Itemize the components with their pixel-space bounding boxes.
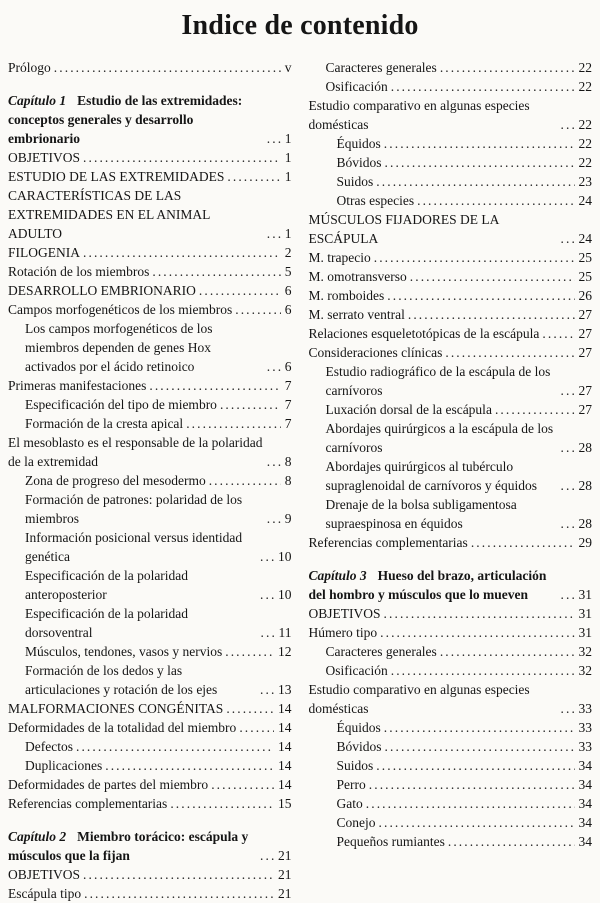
dot-leader — [440, 642, 575, 661]
toc-entry-label — [8, 91, 264, 148]
toc-entry — [8, 528, 292, 566]
chapter-title: Hueso del brazo, articulación del hombro y músculos que lo mueven — [308, 568, 547, 602]
page-number: 2 — [284, 245, 292, 260]
toc-entry-label: Luxación dorsal de la escápula — [325, 402, 492, 417]
page-number: 14 — [278, 720, 292, 735]
toc-entry-label: Formación de la cresta apical — [25, 416, 184, 431]
toc-entry — [8, 376, 292, 395]
page-number: 26 — [578, 288, 592, 303]
toc-right-column — [309, 58, 593, 851]
page-number: 24 — [578, 193, 592, 208]
dot-leader — [440, 58, 575, 77]
page-number: 7 — [284, 378, 292, 393]
toc-entry — [309, 737, 593, 756]
toc-entry-label: Caracteres generales — [325, 644, 437, 659]
page-number: 33 — [578, 739, 592, 754]
page-number: 33 — [578, 701, 592, 716]
toc-chapter-entry — [8, 827, 292, 865]
toc-entry — [309, 267, 593, 286]
dot-leader — [380, 623, 574, 642]
dot-leader — [379, 813, 575, 832]
toc-entry — [8, 148, 292, 167]
toc-entry — [309, 756, 593, 775]
toc-entry — [8, 243, 292, 262]
toc-entry — [309, 604, 593, 623]
toc-entry — [8, 414, 292, 433]
dot-leader — [391, 77, 575, 96]
dot-leader — [561, 115, 575, 134]
page-number: 34 — [578, 834, 592, 849]
toc-entry — [8, 319, 292, 376]
dot-leader — [260, 680, 274, 699]
dot-leader — [385, 737, 575, 756]
page-number: 22 — [578, 155, 592, 170]
toc-chapter-entry — [8, 91, 292, 148]
dot-leader — [227, 167, 280, 186]
toc-entry — [309, 286, 593, 305]
dot-leader — [408, 305, 575, 324]
dot-leader — [211, 775, 274, 794]
toc-entry — [309, 362, 593, 400]
toc-entry — [8, 756, 292, 775]
toc-columns — [8, 58, 592, 903]
dot-leader — [385, 153, 575, 172]
dot-leader — [384, 134, 575, 153]
toc-entry — [309, 832, 593, 851]
dot-leader — [376, 756, 574, 775]
toc-entry-label: Estudio comparativo en algunas especies domésticas — [308, 98, 530, 132]
page-number: 21 — [278, 886, 292, 901]
toc-entry-label: M. trapecio — [308, 250, 371, 265]
toc-entry-label: Conejo — [336, 815, 376, 830]
toc-entry — [309, 813, 593, 832]
toc-entry-label: Suidos — [336, 174, 374, 189]
page-number: 10 — [278, 587, 292, 602]
toc-entry — [309, 191, 593, 210]
page-number: 22 — [578, 79, 592, 94]
page-number: 24 — [578, 231, 592, 246]
toc-entry — [8, 661, 292, 699]
toc-entry — [8, 566, 292, 604]
toc-entry-label: MÚSCULOS FIJADORES DE LA ESCÁPULA — [308, 212, 499, 246]
dot-leader — [267, 357, 281, 376]
dot-leader — [83, 243, 281, 262]
dot-leader — [239, 718, 274, 737]
page-number: 25 — [578, 269, 592, 284]
dot-leader — [374, 248, 575, 267]
page-number: 1 — [284, 226, 292, 241]
toc-entry-label: Équidos — [336, 720, 381, 735]
dot-leader — [387, 286, 574, 305]
dot-leader — [220, 395, 281, 414]
toc-entry-label: Estudio comparativo en algunas especies domésticas — [308, 682, 530, 716]
toc-entry-label: Bóvidos — [336, 155, 382, 170]
chapter-title: Miembro torácico: escápula y músculos que la fijan — [8, 829, 249, 863]
toc-entry — [8, 300, 292, 319]
page-number: 22 — [578, 60, 592, 75]
page-number: 14 — [278, 758, 292, 773]
toc-entry — [8, 471, 292, 490]
toc-entry — [309, 623, 593, 642]
toc-entry-label: Abordajes quirúrgicos a la escápula de los carnívoros — [325, 421, 554, 455]
toc-entry-label: Escápula tipo — [8, 886, 82, 901]
toc-entry-label: Deformidades de la totalidad del miembro — [8, 720, 237, 735]
page-number: 27 — [578, 383, 592, 398]
toc-entry-label: Bóvidos — [336, 739, 382, 754]
dot-leader — [199, 281, 281, 300]
dot-leader — [149, 376, 280, 395]
toc-entry-label: Osificación — [325, 663, 388, 678]
toc-entry — [309, 718, 593, 737]
dot-leader — [83, 865, 274, 884]
dot-leader — [495, 400, 575, 419]
page-number: 28 — [578, 516, 592, 531]
toc-entry-label: M. omotransverso — [308, 269, 407, 284]
page-number: 8 — [284, 454, 292, 469]
dot-leader — [410, 267, 575, 286]
page-title: Indice de contenido — [181, 10, 419, 41]
toc-entry — [309, 134, 593, 153]
dot-leader — [561, 476, 575, 495]
toc-entry — [309, 210, 593, 248]
toc-entry-label: M. serrato ventral — [308, 307, 405, 322]
toc-entry — [8, 604, 292, 642]
page-number: 34 — [578, 796, 592, 811]
toc-entry-label: Húmero tipo — [308, 625, 378, 640]
page-number: 33 — [578, 720, 592, 735]
dot-leader — [384, 718, 575, 737]
toc-entry — [309, 172, 593, 191]
toc-entry-label: Perro — [336, 777, 366, 792]
dot-leader — [471, 533, 575, 552]
toc-entry-label: Especificación del tipo de miembro — [25, 397, 217, 412]
toc-entry — [309, 775, 593, 794]
dot-leader — [226, 699, 274, 718]
toc-entry-label: M. romboides — [308, 288, 385, 303]
toc-entry-label: Osificación — [325, 79, 388, 94]
toc-entry-label: Músculos, tendones, vasos y nervios — [25, 644, 223, 659]
toc-entry-label: OBJETIVOS — [8, 150, 81, 165]
toc-entry-label: DESARROLLO EMBRIONARIO — [8, 283, 196, 298]
toc-entry-label: Consideraciones clínicas — [308, 345, 443, 360]
toc-entry-label: CARACTERÍSTICAS DE LAS EXTREMIDADES EN EL ANIMAL ADULTO — [8, 188, 210, 241]
page-number: 12 — [278, 644, 292, 659]
toc-entry-label: Prólogo — [8, 60, 51, 75]
page-number: 27 — [578, 326, 592, 341]
dot-leader — [170, 794, 274, 813]
toc-entry-label — [309, 566, 558, 604]
toc-entry — [309, 248, 593, 267]
dot-leader — [366, 794, 575, 813]
page-number: 21 — [278, 848, 292, 863]
chapter-number: Capítulo 2 — [8, 829, 67, 844]
toc-entry — [8, 167, 292, 186]
toc-entry — [8, 718, 292, 737]
dot-leader — [84, 884, 274, 903]
toc-entry — [309, 400, 593, 419]
dot-leader — [260, 585, 274, 604]
page-number: 22 — [578, 136, 592, 151]
toc-entry — [8, 395, 292, 414]
toc-entry — [8, 281, 292, 300]
chapter-title: Estudio de las extremidades: conceptos generales y desarrollo embrionario — [8, 93, 243, 146]
page-number: 1 — [284, 131, 292, 146]
dot-leader — [391, 661, 575, 680]
page-number: 31 — [578, 606, 592, 621]
dot-leader — [235, 300, 281, 319]
dot-leader — [260, 547, 274, 566]
page-number: 1 — [284, 169, 292, 184]
toc-entry — [309, 680, 593, 718]
dot-leader — [267, 452, 281, 471]
toc-entry-label: El mesoblasto es el responsable de la polaridad de la extremidad — [8, 435, 263, 469]
toc-entry-label: Formación de los dedos y las articulaciones y rotación de los ejes — [25, 663, 218, 697]
toc-entry — [309, 419, 593, 457]
dot-leader — [261, 623, 275, 642]
toc-entry-label: OBJETIVOS — [308, 606, 381, 621]
page-number: 21 — [278, 867, 292, 882]
toc-entry-label — [8, 827, 257, 865]
dot-leader — [417, 191, 574, 210]
dot-leader — [105, 756, 274, 775]
toc-entry — [8, 865, 292, 884]
toc-entry — [8, 642, 292, 661]
page-number: 6 — [284, 302, 292, 317]
dot-leader — [561, 229, 575, 248]
page-number: 32 — [578, 663, 592, 678]
page-number: 27 — [578, 402, 592, 417]
toc-entry-label: Los campos morfogenéticos de los miembros dependen de genes Hox activados por el ácido retinoico — [25, 321, 213, 374]
dot-leader — [209, 471, 281, 490]
dot-leader — [561, 514, 575, 533]
chapter-number: Capítulo 3 — [308, 568, 367, 583]
dot-leader — [83, 148, 281, 167]
toc-entry — [309, 96, 593, 134]
page-number: 7 — [284, 397, 292, 412]
dot-leader — [267, 129, 281, 148]
toc-entry-label: OBJETIVOS — [8, 867, 81, 882]
toc-entry-label: Relaciones esqueletotópicas de la escápula — [308, 326, 540, 341]
chapter-number: Capítulo 1 — [8, 93, 67, 108]
dot-leader — [186, 414, 281, 433]
page-number: 6 — [284, 359, 292, 374]
page-number: 14 — [278, 777, 292, 792]
toc-entry — [8, 262, 292, 281]
toc-entry-label: Drenaje de la bolsa subligamentosa supraespinosa en équidos — [325, 497, 517, 531]
toc-entry-label: Referencias complementarias — [8, 796, 168, 811]
toc-entry-label: Defectos — [25, 739, 73, 754]
toc-entry-label: Campos morfogenéticos de los miembros — [8, 302, 233, 317]
toc-entry-label: Otras especies — [336, 193, 415, 208]
dot-leader — [542, 324, 574, 343]
toc-entry-label: Abordajes quirúrgicos al tubérculo supraglenoidal de carnívoros y équidos — [325, 459, 537, 493]
dot-leader — [561, 438, 575, 457]
page-number: 15 — [278, 796, 292, 811]
toc-entry — [8, 884, 292, 903]
toc-entry — [309, 153, 593, 172]
toc-entry-label: ESTUDIO DE LAS EXTREMIDADES — [8, 169, 225, 184]
toc-entry-label: Suidos — [336, 758, 374, 773]
toc-entry — [309, 533, 593, 552]
page-number: 11 — [278, 625, 292, 640]
page-number: 13 — [278, 682, 292, 697]
toc-entry — [309, 305, 593, 324]
toc-entry — [8, 699, 292, 718]
toc-entry-label: Formación de patrones: polaridad de los miembros — [25, 492, 243, 526]
dot-leader — [225, 642, 274, 661]
toc-entry — [309, 324, 593, 343]
toc-entry-label: Referencias complementarias — [308, 535, 468, 550]
page-number: 28 — [578, 478, 592, 493]
toc-entry-label: Primeras manifestaciones — [8, 378, 147, 393]
toc-entry — [8, 433, 292, 471]
page-number: 14 — [278, 739, 292, 754]
page-number: 27 — [578, 307, 592, 322]
page-number: 10 — [278, 549, 292, 564]
page-number: 7 — [284, 416, 292, 431]
toc-entry — [309, 642, 593, 661]
toc-entry-label: Duplicaciones — [25, 758, 103, 773]
dot-leader — [376, 172, 574, 191]
dot-leader — [561, 699, 575, 718]
toc-entry-label: Caracteres generales — [325, 60, 437, 75]
page-number: 31 — [578, 625, 592, 640]
dot-leader — [561, 585, 575, 604]
page-number: 29 — [578, 535, 592, 550]
toc-entry — [8, 737, 292, 756]
toc-entry — [8, 186, 292, 243]
page-number: 23 — [578, 174, 592, 189]
page-number: 14 — [278, 701, 292, 716]
dot-leader — [369, 775, 575, 794]
toc-entry-label: MALFORMACIONES CONGÉNITAS — [8, 701, 224, 716]
dot-leader — [54, 58, 281, 77]
page-number: 28 — [578, 440, 592, 455]
page-number: 1 — [284, 150, 292, 165]
dot-leader — [76, 737, 274, 756]
toc-entry-label: Équidos — [336, 136, 381, 151]
toc-entry-label: FILOGENIA — [8, 245, 80, 260]
toc-entry-label: Especificación de la polaridad anteroposterior — [25, 568, 189, 602]
page-number: 27 — [578, 345, 592, 360]
toc-entry — [8, 775, 292, 794]
toc-entry — [8, 794, 292, 813]
toc-entry — [309, 58, 593, 77]
toc-left-column — [8, 58, 292, 903]
toc-entry — [8, 490, 292, 528]
dot-leader — [267, 509, 281, 528]
toc-entry — [309, 457, 593, 495]
toc-chapter-entry — [309, 566, 593, 604]
toc-entry-label: Estudio radiográfico de la escápula de los carnívoros — [325, 364, 551, 398]
toc-entry-label: Pequeños rumiantes — [336, 834, 445, 849]
page-number: 34 — [578, 777, 592, 792]
page-number: 32 — [578, 644, 592, 659]
page-number: 22 — [578, 117, 592, 132]
toc-entry — [309, 794, 593, 813]
toc-entry — [8, 58, 292, 77]
toc-entry-label: Deformidades de partes del miembro — [8, 777, 209, 792]
toc-entry-label: Rotación de los miembros — [8, 264, 150, 279]
page-number: 25 — [578, 250, 592, 265]
dot-leader — [448, 832, 575, 851]
dot-leader — [445, 343, 574, 362]
toc-entry — [309, 343, 593, 362]
toc-entry — [309, 661, 593, 680]
page-number: 31 — [578, 587, 592, 602]
dot-leader — [561, 381, 575, 400]
page-number: 8 — [284, 473, 292, 488]
page-number: 5 — [284, 264, 292, 279]
page-number: 6 — [284, 283, 292, 298]
toc-entry — [309, 77, 593, 96]
toc-entry-label: Información posicional versus identidad genética — [25, 530, 243, 564]
page-number: 34 — [578, 815, 592, 830]
page-number: 34 — [578, 758, 592, 773]
toc-entry-label: Especificación de la polaridad dorsoventral — [25, 606, 189, 640]
toc-entry-label: Zona de progreso del mesodermo — [25, 473, 206, 488]
page-number: v — [284, 60, 292, 75]
page-number: 9 — [284, 511, 292, 526]
dot-leader — [267, 224, 281, 243]
dot-leader — [152, 262, 280, 281]
dot-leader — [384, 604, 575, 623]
toc-entry — [309, 495, 593, 533]
toc-entry-label: Gato — [336, 796, 363, 811]
